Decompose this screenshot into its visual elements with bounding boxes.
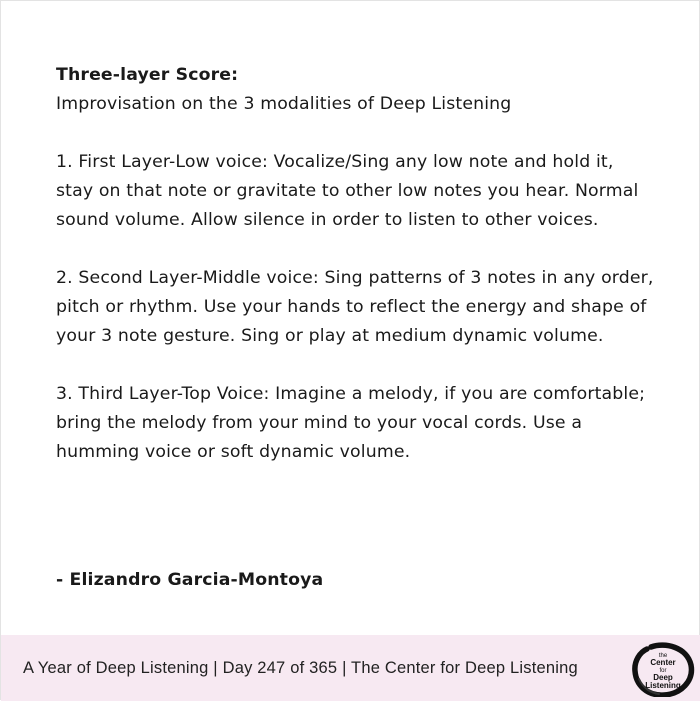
score-author: - Elizandro Garcia-Montoya — [56, 570, 324, 590]
score-content — [56, 61, 656, 590]
logo-wordmark — [634, 653, 692, 691]
logo-word-listening: Listening — [645, 681, 681, 690]
score-layer-3: 3. Third Layer-Top Voice: Imagine a melody, if you are comfortable; bring the melody from your mind to your vocal cords. Use a humming voice or soft dynamic volume. — [56, 384, 646, 462]
footer-caption: A Year of Deep Listening | Day 247 of 365 | The Center for Deep Listening — [23, 659, 578, 677]
score-title: Three-layer Score: — [56, 65, 239, 85]
center-for-deep-listening-logo — [631, 641, 695, 697]
logo-word-center: Center — [650, 658, 676, 667]
footer-bar — [1, 635, 700, 701]
score-layer-1: 1. First Layer-Low voice: Vocalize/Sing any low note and hold it, stay on that note or gravitate to other low notes you hear. Normal sound volume. Allow silence in order to listen to other voices. — [56, 152, 639, 230]
score-layer-2: 2. Second Layer-Middle voice: Sing patterns of 3 notes in any order, pitch or rhythm. Use your hands to reflect the energy and shape of your 3 note gesture. Sing or play at medium dynamic volume. — [56, 268, 654, 346]
logo-word-the: the — [658, 653, 668, 659]
logo-word-deep: Deep — [653, 672, 673, 682]
logo-word-for: for — [659, 667, 667, 674]
score-subtitle: Improvisation on the 3 modalities of Deep Listening — [56, 94, 512, 114]
